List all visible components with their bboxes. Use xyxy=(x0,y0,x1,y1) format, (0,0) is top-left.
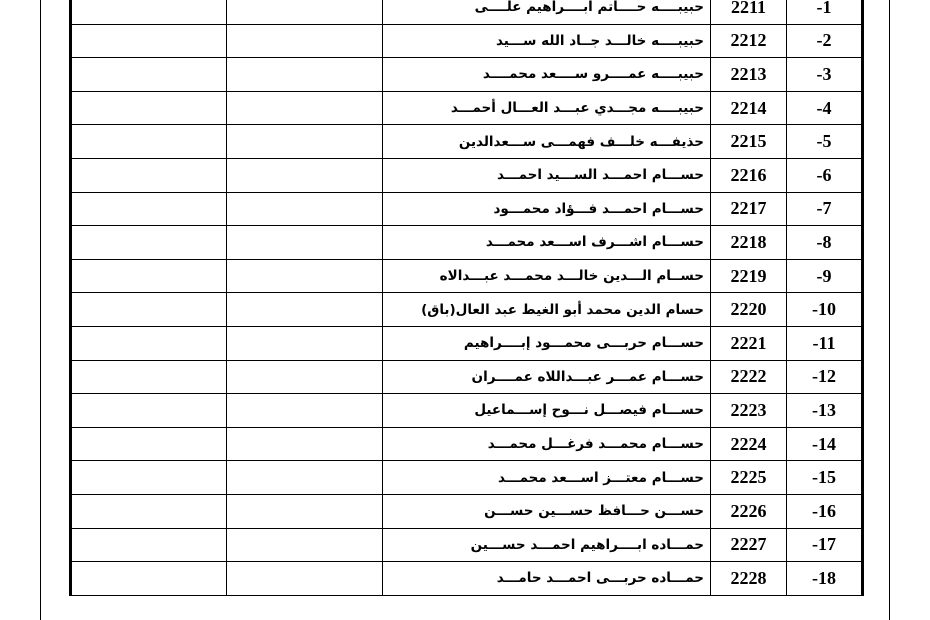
student-roster-table xyxy=(69,0,864,596)
extra-cell xyxy=(227,562,383,596)
notes-cell xyxy=(71,125,227,159)
serial-number-cell: -17 xyxy=(787,528,863,562)
extra-cell xyxy=(227,226,383,260)
student-name-cell: حســـام اشـــرف اســـعد محمـــد xyxy=(383,226,711,260)
notes-cell xyxy=(71,226,227,260)
seat-number-cell: 2211 xyxy=(711,0,787,24)
table-row xyxy=(71,125,863,159)
notes-cell xyxy=(71,562,227,596)
serial-number-cell: -15 xyxy=(787,461,863,495)
table-row xyxy=(71,293,863,327)
roster-body xyxy=(71,0,863,595)
student-name-cell: حبيبــــه خالـــد جــاد الله ســـيد xyxy=(383,24,711,58)
notes-cell xyxy=(71,528,227,562)
seat-number-cell: 2226 xyxy=(711,494,787,528)
seat-number-cell: 2214 xyxy=(711,91,787,125)
student-name-cell: حســـام عمـــر عبـــداللاه عمــــران xyxy=(383,360,711,394)
seat-number-cell: 2218 xyxy=(711,226,787,260)
extra-cell xyxy=(227,259,383,293)
serial-number-cell: -16 xyxy=(787,494,863,528)
student-name-cell: حمـــاده حربـــى احمـــد حامـــد xyxy=(383,562,711,596)
extra-cell xyxy=(227,394,383,428)
serial-number-cell: -13 xyxy=(787,394,863,428)
table-row xyxy=(71,394,863,428)
serial-number-cell: -2 xyxy=(787,24,863,58)
notes-cell xyxy=(71,58,227,92)
page-border-left xyxy=(40,0,41,620)
student-name-cell: حسام الدين محمد أبو الغيط عبد العال(باق) xyxy=(383,293,711,327)
student-name-cell: حســـام معتـــز اســـعد محمـــد xyxy=(383,461,711,495)
table-row xyxy=(71,360,863,394)
seat-number-cell: 2220 xyxy=(711,293,787,327)
table-row xyxy=(71,226,863,260)
page-border-right xyxy=(889,0,890,620)
student-name-cell: حســـام احمـــد الســـيد احمـــد xyxy=(383,158,711,192)
extra-cell xyxy=(227,494,383,528)
table-row xyxy=(71,528,863,562)
notes-cell xyxy=(71,259,227,293)
student-name-cell: حســـام احمـــد فـــؤاد محمـــود xyxy=(383,192,711,226)
table-row xyxy=(71,91,863,125)
extra-cell xyxy=(227,58,383,92)
notes-cell xyxy=(71,427,227,461)
extra-cell xyxy=(227,125,383,159)
student-name-cell: حســـن حـــافظ حســـين حســـن xyxy=(383,494,711,528)
student-name-cell: حســام الـــدين خالـــد محمـــد عبـــدالاه xyxy=(383,259,711,293)
seat-number-cell: 2212 xyxy=(711,24,787,58)
seat-number-cell: 2215 xyxy=(711,125,787,159)
table-row xyxy=(71,158,863,192)
serial-number-cell: -3 xyxy=(787,58,863,92)
seat-number-cell: 2225 xyxy=(711,461,787,495)
notes-cell xyxy=(71,326,227,360)
seat-number-cell: 2224 xyxy=(711,427,787,461)
seat-number-cell: 2216 xyxy=(711,158,787,192)
table-row xyxy=(71,0,863,24)
seat-number-cell: 2223 xyxy=(711,394,787,428)
student-name-cell: حبيبــــه مجـــدي عبـــد العـــال أحمـــد xyxy=(383,91,711,125)
table-row xyxy=(71,58,863,92)
notes-cell xyxy=(71,293,227,327)
student-name-cell: حســـام حربـــى محمـــود إبــــراهيم xyxy=(383,326,711,360)
notes-cell xyxy=(71,192,227,226)
table-row xyxy=(71,326,863,360)
seat-number-cell: 2227 xyxy=(711,528,787,562)
notes-cell xyxy=(71,360,227,394)
serial-number-cell: -1 xyxy=(787,0,863,24)
serial-number-cell: -8 xyxy=(787,226,863,260)
seat-number-cell: 2222 xyxy=(711,360,787,394)
serial-number-cell: -11 xyxy=(787,326,863,360)
seat-number-cell: 2213 xyxy=(711,58,787,92)
seat-number-cell: 2217 xyxy=(711,192,787,226)
serial-number-cell: -4 xyxy=(787,91,863,125)
serial-number-cell: -10 xyxy=(787,293,863,327)
extra-cell xyxy=(227,326,383,360)
serial-number-cell: -18 xyxy=(787,562,863,596)
seat-number-cell: 2228 xyxy=(711,562,787,596)
table-row xyxy=(71,24,863,58)
notes-cell xyxy=(71,394,227,428)
extra-cell xyxy=(227,192,383,226)
table-row xyxy=(71,494,863,528)
table-row xyxy=(71,259,863,293)
student-name-cell: حســـام محمـــد فرغـــل محمـــد xyxy=(383,427,711,461)
notes-cell xyxy=(71,158,227,192)
table-row xyxy=(71,427,863,461)
extra-cell xyxy=(227,528,383,562)
notes-cell xyxy=(71,0,227,24)
extra-cell xyxy=(227,461,383,495)
extra-cell xyxy=(227,427,383,461)
student-name-cell: حمـــاده ابــــراهيم احمـــد حســـين xyxy=(383,528,711,562)
serial-number-cell: -6 xyxy=(787,158,863,192)
extra-cell xyxy=(227,24,383,58)
notes-cell xyxy=(71,24,227,58)
serial-number-cell: -12 xyxy=(787,360,863,394)
student-name-cell: حذيفـــه خلـــف فهمـــى ســـعدالدين xyxy=(383,125,711,159)
serial-number-cell: -7 xyxy=(787,192,863,226)
student-name-cell: حبيبــــه عمــــرو ســــعد محمــــد xyxy=(383,58,711,92)
extra-cell xyxy=(227,360,383,394)
extra-cell xyxy=(227,0,383,24)
student-name-cell: حســـام فيصـــل نـــوح إســـماعيل xyxy=(383,394,711,428)
student-name-cell: حبيبــــه حــــاتم ابــــراهيم علــــى xyxy=(383,0,711,24)
serial-number-cell: -14 xyxy=(787,427,863,461)
table-row xyxy=(71,562,863,596)
extra-cell xyxy=(227,158,383,192)
serial-number-cell: -5 xyxy=(787,125,863,159)
seat-number-cell: 2221 xyxy=(711,326,787,360)
notes-cell xyxy=(71,91,227,125)
notes-cell xyxy=(71,461,227,495)
serial-number-cell: -9 xyxy=(787,259,863,293)
table-row xyxy=(71,461,863,495)
table-row xyxy=(71,192,863,226)
seat-number-cell: 2219 xyxy=(711,259,787,293)
extra-cell xyxy=(227,91,383,125)
notes-cell xyxy=(71,494,227,528)
extra-cell xyxy=(227,293,383,327)
